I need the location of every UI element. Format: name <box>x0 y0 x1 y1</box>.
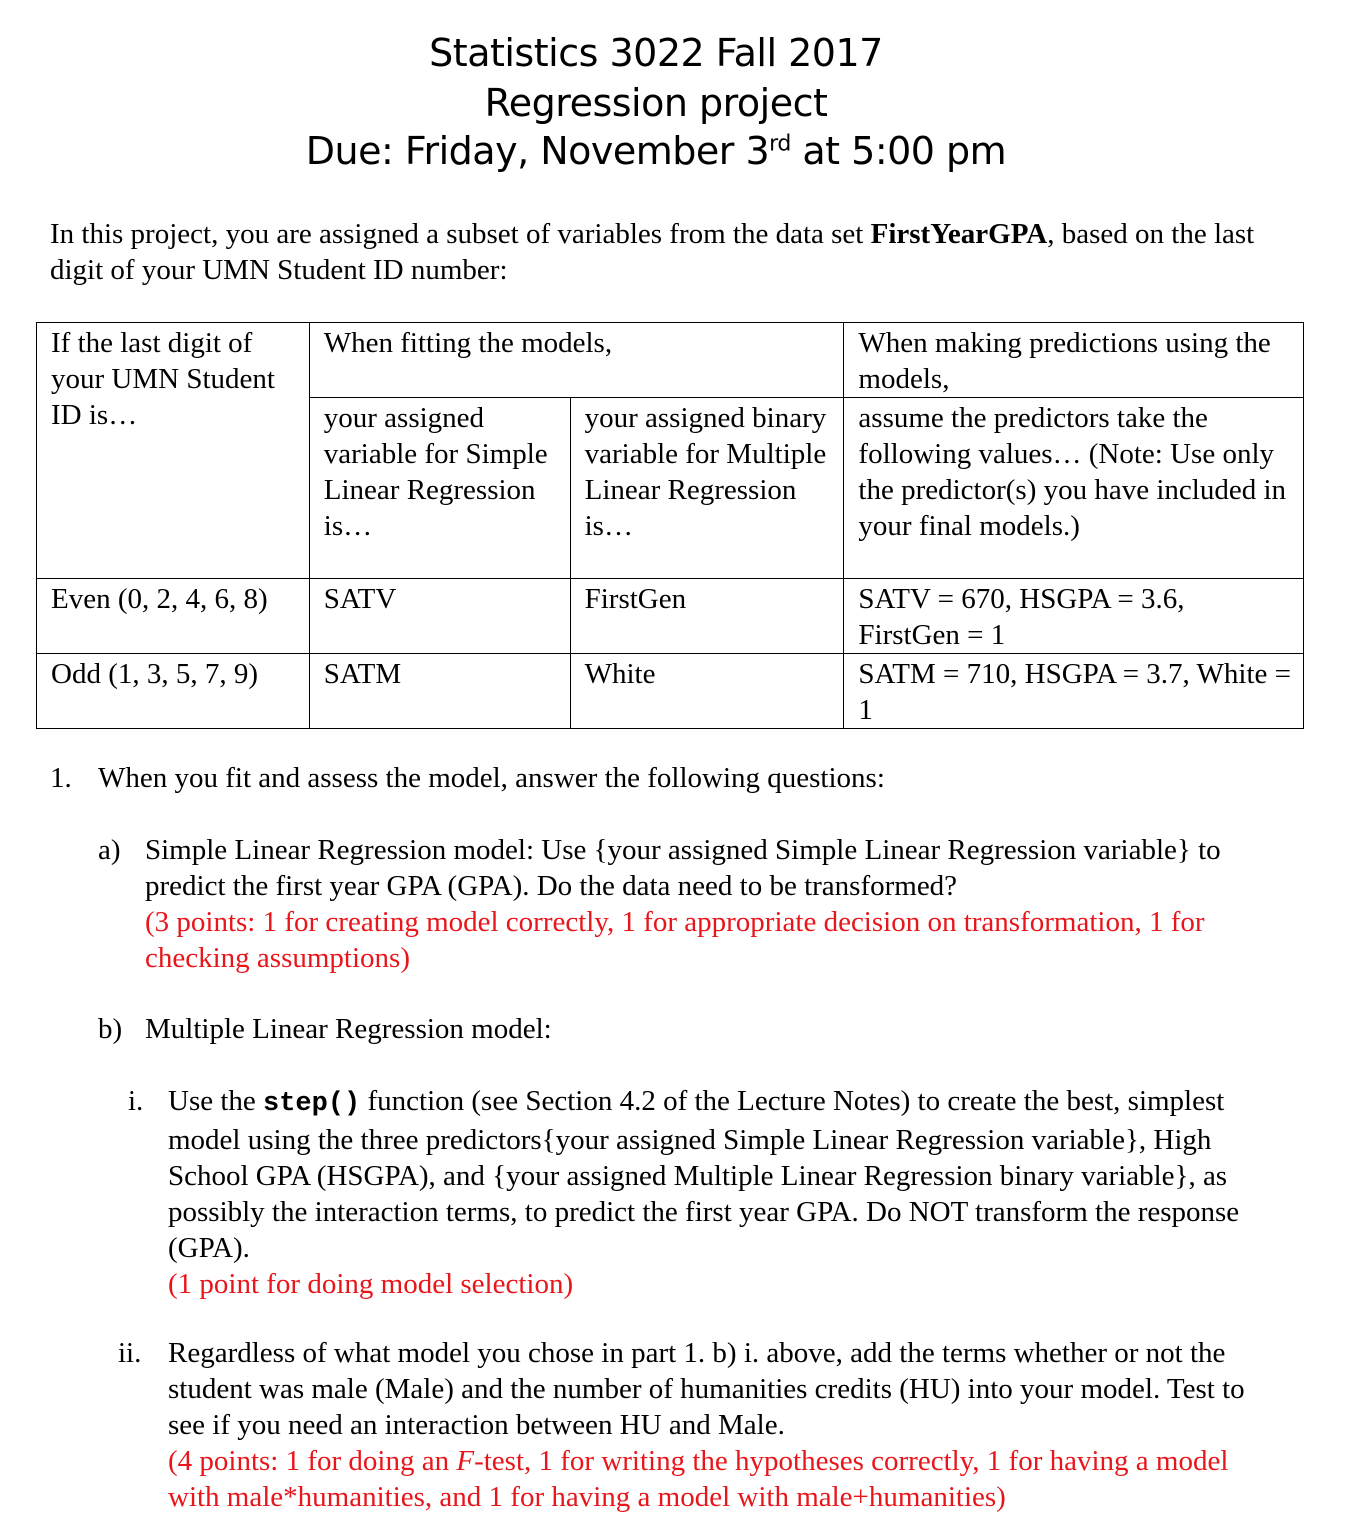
cell-mlr: White <box>570 654 844 729</box>
cell-slr: SATV <box>309 579 570 654</box>
question-1a-text: Simple Linear Regression model: Use {your assigned Simple Linear Regression variable} to predict the first year GPA (GPA). Do the data need to be transformed? <box>145 834 1221 902</box>
cell-mlr: FirstGen <box>570 579 844 654</box>
question-1b-i-text-after: function (see Section 4.2 of the Lecture Notes) to create the best, simplest model using the three predictors{your assigned Simple Linear Regression variable}, High School GPA (HSGPA), and {your assigned Multiple Linear Regression binary variable}, as possibly the interaction terms, to predict the first year GPA. Do NOT transform the response (GPA). <box>168 1085 1240 1264</box>
intro-text-after: , based on the last digit of your UMN Student ID number: <box>50 218 1255 286</box>
question-1b-i-text-before: Use the <box>168 1085 264 1117</box>
step-function-code: step() <box>263 1089 361 1119</box>
title-due-date <box>0 126 1312 176</box>
header-predictions: When making predictions using the models, <box>844 323 1304 398</box>
cell-digit: Even (0, 2, 4, 6, 8) <box>37 579 310 654</box>
question-1b-ii-points <box>168 1445 1228 1513</box>
cell-values: SATM = 710, HSGPA = 3.7, White = 1 <box>844 654 1304 729</box>
question-1-text: When you fit and assess the model, answer the following questions: <box>98 762 885 794</box>
header-fitting: When fitting the models, <box>309 323 844 398</box>
f-test-letter: F <box>456 1445 475 1477</box>
cell-values: SATV = 670, HSGPA = 3.6, FirstGen = 1 <box>844 579 1304 654</box>
question-1b-i-label: i. <box>128 1085 144 1117</box>
cell-digit: Odd (1, 3, 5, 7, 9) <box>37 654 310 729</box>
question-1b-text: Multiple Linear Regression model: <box>145 1013 552 1045</box>
header-predictor-values: assume the predictors take the following values… (Note: Use only the predictor(s) you have included in your final models.) <box>844 398 1304 579</box>
assignment-table <box>36 322 1304 729</box>
question-1b-ii-text: Regardless of what model you chose in part 1. b) i. above, add the terms whether or not the student was male (Male) and the number of humanities credits (HU) into your model. Test to see if you need an interaction between HU and Male. <box>168 1337 1245 1441</box>
due-suffix: at 5:00 pm <box>790 129 1007 173</box>
table-header-row <box>37 323 1304 398</box>
table-row <box>37 579 1304 654</box>
intro-paragraph <box>50 216 1290 288</box>
header-last-digit: If the last digit of your UMN Student ID is… <box>37 323 310 579</box>
question-1b-label: b) <box>98 1013 123 1045</box>
question-1a-points: (3 points: 1 for creating model correctly, 1 for appropriate decision on transformation, 1 for checking assumptions) <box>145 906 1205 974</box>
intro-text-before: In this project, you are assigned a subset of variables from the data set <box>50 218 871 250</box>
due-superscript: rd <box>769 131 791 157</box>
title-course: Statistics 3022 Fall 2017 <box>429 31 883 75</box>
points-text-before: (4 points: 1 for doing an <box>168 1445 457 1477</box>
question-1b-ii-label: ii. <box>118 1337 142 1369</box>
header-slr-variable: your assigned variable for Simple Linear Regression is… <box>309 398 570 579</box>
question-1-number: 1. <box>50 762 72 794</box>
due-prefix: Due: Friday, November 3 <box>305 129 770 173</box>
points-text-after: -test, 1 for writing the hypotheses correctly, 1 for having a model with male*humanities, and 1 for having a model with male+humanities) <box>168 1445 1229 1513</box>
table-row <box>37 654 1304 729</box>
header-mlr-variable: your assigned binary variable for Multiple Linear Regression is… <box>570 398 844 579</box>
question-1b-ii <box>168 1335 1268 1515</box>
question-1a-label: a) <box>98 834 121 866</box>
question-1a <box>145 832 1255 976</box>
cell-slr: SATM <box>309 654 570 729</box>
title-project: Regression project <box>484 81 828 125</box>
dataset-name: FirstYearGPA <box>870 218 1048 250</box>
question-1b-i-points: (1 point for doing model selection) <box>168 1268 574 1300</box>
question-1b-i <box>168 1083 1258 1302</box>
